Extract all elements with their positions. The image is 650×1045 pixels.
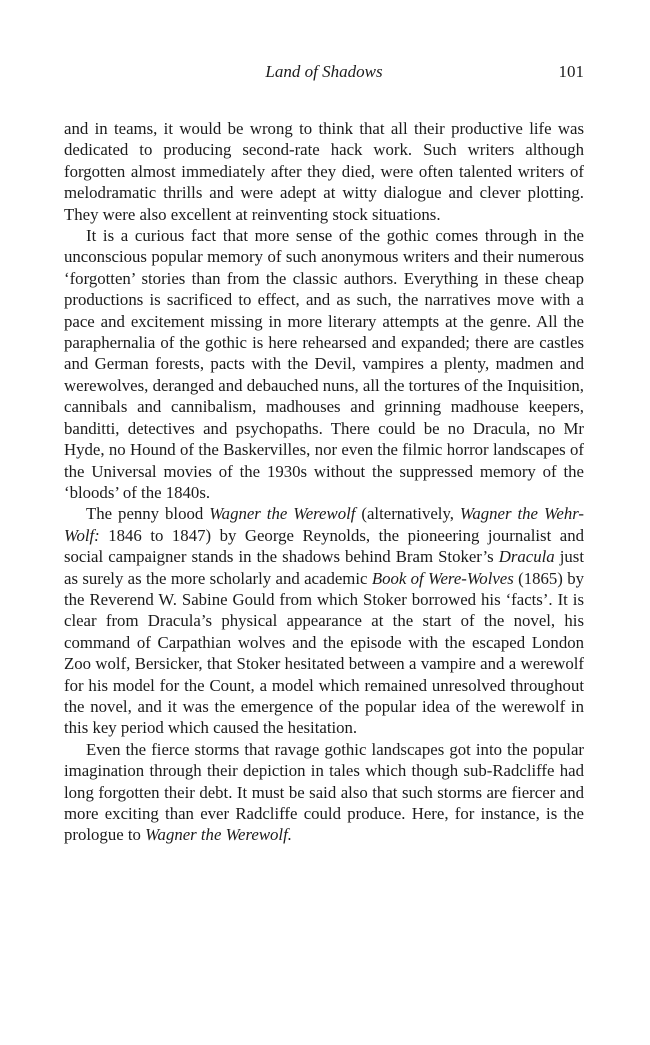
running-title: Land of Shadows: [265, 62, 383, 81]
italic-title-text: Dracula: [498, 547, 555, 567]
page-number: 101: [558, 62, 584, 81]
paragraph-4: [64, 739, 584, 846]
italic-title-text: Wagner the Wehr-Wolf:: [64, 504, 585, 545]
paragraph-text: (alternatively,: [355, 504, 460, 524]
paragraph-text: (1865) by the Reverend W. Sabine Gould from which Stoker borrowed his ‘facts’. It is clear from Dracula’s physical appearance at the start of the novel, his command of Carpathian wolves and the episode with the escaped London Zoo wolf, Bersicker, that Stoker hesitated between a vampire and a werewolf for his model for the Count, a model which remained unresolved throughout the novel, and it was the emergence of the popular idea of the werewolf in this key period which caused the hesitation.: [64, 568, 585, 738]
paragraph-text: and in teams, it would be wrong to think that all their productive life was dedicated to producing second-rate hack work. Such writers although forgotten almost immediately after they died, were often talented writers of melodramatic thrills and were adept at witty dialogue and clever plotting. They were also excellent at reinventing stock situations.: [64, 119, 584, 224]
running-head: [64, 62, 584, 86]
paragraph-3: [64, 503, 584, 738]
paragraph-text: Even the fierce storms that ravage gothic landscapes got into the popular imagination through their depiction in tales which though sub-Radcliffe had long forgotten their debt. It must be said also that such storms are fiercer and more exciting than ever Radcliffe could produce. Here, for instance, is the prologue to: [64, 739, 584, 845]
paragraph-text: It is a curious fact that more sense of the gothic comes through in the unconscious popular memory of such anonymous writers and their numerous ‘forgotten’ stories than from the classic authors. Everything in these cheap productions is sacrificed to effect, and as such, the narratives move with a pace and excitement missing in more literary attempts at the genre. All the paraphernalia of the gothic is here rehearsed and expanded; there are castles and German forests, pacts with the Devil, vampires a plenty, madmen and werewolves, deranged and debauched nuns, all the tortures of the Inquisition, cannibals and cannibalism, madhouses and grinning madhouse keepers, banditti, detectives and psychopaths. There could be no Dracula, no Mr Hyde, no Hound of the Baskervilles, nor even the filmic horror landscapes of the Universal movies of the 1930s without the suppressed memory of the ‘bloods’ of the 1840s.: [64, 226, 584, 502]
body-text: [64, 118, 584, 846]
paragraph-2: [64, 225, 584, 503]
paragraph-text: The penny blood: [86, 504, 210, 524]
italic-title-text: Book of Were-Wolves: [371, 568, 514, 588]
paragraph-1: [64, 118, 584, 225]
paragraph-text: 1846 to 1847) by George Reynolds, the pioneering journalist and social campaigner stands in the shadows behind Bram Stoker’s: [64, 525, 584, 567]
italic-title-text: Wagner the Werewolf: [209, 504, 356, 524]
italic-title-text: Wagner the Werewolf.: [145, 825, 292, 845]
paragraph-text: just as surely as the more scholarly and academic: [64, 547, 584, 588]
